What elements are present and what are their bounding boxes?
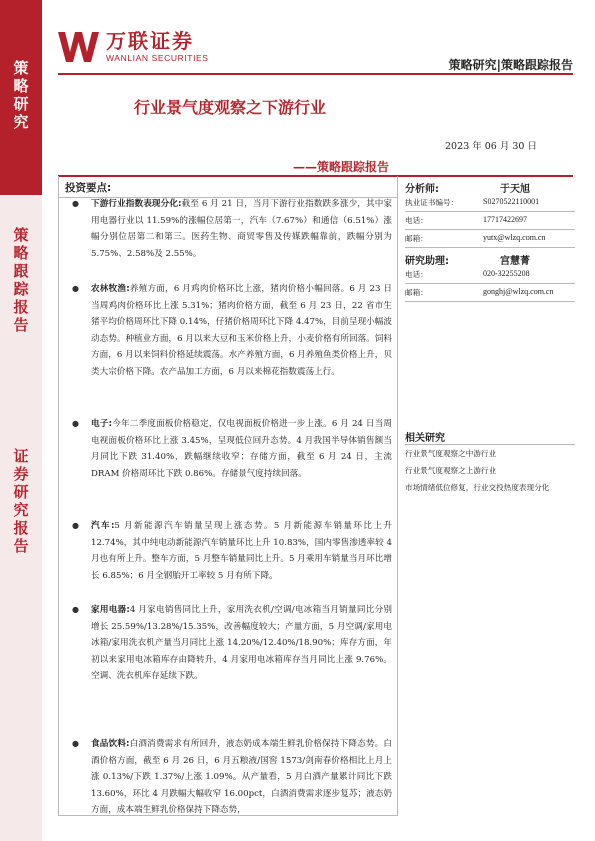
assistant-role: 研究助理:: [405, 256, 449, 267]
summary-heading: 投资要点:: [65, 182, 112, 194]
related-report-link[interactable]: 行业景气度观察之上游行业: [405, 466, 497, 475]
phone-value: 020-32255208: [483, 269, 530, 278]
analyst-email-row: [405, 233, 575, 248]
sidebar-label: 策略跟踪报告: [11, 227, 30, 335]
item-label: 家用电器:: [91, 605, 130, 615]
bullet-icon: ●: [72, 199, 79, 208]
related-divider: [405, 444, 575, 445]
email-value[interactable]: yutx@wlzq.com.cn: [483, 233, 546, 242]
header-divider: [58, 73, 573, 75]
report-category: 策略研究|策略跟踪报告: [448, 58, 573, 72]
analyst-cert-row: [405, 197, 575, 212]
report-title: 行业景气度观察之下游行业: [133, 98, 326, 117]
list-item: [67, 518, 392, 584]
list-item: [67, 196, 392, 262]
related-research-heading: 相关研究: [405, 433, 445, 444]
item-label: 电子:: [91, 419, 113, 429]
item-label: 下游行业指数表现分化:: [91, 199, 182, 209]
phone-label: 电话：: [405, 216, 428, 225]
cert-value: S0270522110001: [483, 197, 540, 206]
analyst-phone-row: [405, 215, 575, 230]
assistant-phone-row: [405, 269, 575, 284]
company-logo: [58, 30, 209, 63]
related-report-link[interactable]: 市场情绪低位修复，行业交投热度表现分化: [405, 483, 550, 492]
item-text: 5 月新能源汽车销量呈现上涨态势。5 月新能源车销量环比上升 12.74%，其中纯电动新能源汽车销量环比上升 10.83%，国内零售渗透率较 4 月也有所上升。整车方面，5 月整车销量同比上升。5 月乘用车销量当月环比增长 6.85%；6 月全钢胎开工率较 5 月有所下降。: [91, 521, 392, 581]
bullet-icon: ●: [72, 605, 79, 614]
email-value[interactable]: gonghj@wlzq.com.cn: [483, 287, 554, 296]
item-text: 截至 6 月 21 日，当月下游行业指数跌多涨少，其中家用电器行业以 11.59%的涨幅位居第一，汽车（7.67%）和通信（6.51%）涨幅分别位居第二和第三。医药生物、商贸零售及传媒跌幅靠前，跌幅分别为 5.75%、2.58%及 2.55%。: [91, 199, 392, 259]
sidebar-section-securities: [0, 410, 42, 841]
analyst-name: 于天旭: [500, 184, 530, 195]
bullet-icon: ●: [72, 521, 79, 530]
item-label: 食品饮料:: [91, 739, 130, 749]
item-label: 农林牧渔:: [91, 284, 130, 294]
analyst-role: 分析师:: [405, 184, 439, 195]
phone-value: 17717422697: [483, 215, 527, 224]
list-item: [67, 281, 392, 381]
logo-name-cn: 万联证券: [106, 29, 194, 53]
bullet-icon: ●: [72, 284, 79, 293]
list-item: [67, 736, 392, 819]
list-item: [67, 602, 392, 685]
sidebar-section-report-type: [0, 195, 42, 410]
cert-label: 执业证书编号：: [405, 198, 459, 207]
item-text: 白酒消费需求有所回升，液态奶成本端生鲜乳价格保持下降态势。白酒价格方面，截至 6 月 26 日，6 月五粮液/国窖 1573/剑南春价格相比上月上涨 0.13%/下跌 1.37%/上涨 1.09%。从产量看，5 月白酒产量累计同比下跌 13.60%，环比 4 月跌幅大幅收窄 16.00pct，白酒消费需求逐步复苏；液态奶方面，成本端生鲜乳价格保持下降态势，: [91, 739, 392, 816]
bullet-icon: ●: [72, 739, 79, 748]
email-label: 邮箱：: [405, 288, 428, 297]
item-text: 养殖方面，6 月鸡肉价格环比上涨，猪肉价格小幅回落。6 月 23 日当周鸡肉价格环比上涨 5.31%；猪肉价格方面，截至 6 月 23 日，22 省市生猪平均价格周环比下降 0.14%，仔猪价格周环比下降 4.47%，目前呈现小幅波动态势。种植业方面，6 月以来大豆和玉米价格上升，小麦价格有所回落。饲料方面，6 月以来饲料价格延续震荡。水产养殖方面，6 月养殖鱼类价格上升，贝类大宗价格下降。农产品加工方面，6 月以来棉花指数震荡上行。: [91, 284, 392, 377]
item-text: 4 月家电销售同比上升，家用洗衣机/空调/电冰箱当月销量同比分别增长 25.59%/13.28%/15.35%，改善幅度较大；产量方面，5 月空调/家用电冰箱/家用洗衣机产量当月同比上涨 14.20%/12.40%/18.90%；库存方面，年初以来家用电冰箱库存由降转升，4 月家用电冰箱库存当月同比上涨 9.76%。空调、洗衣机库存延续下跌。: [91, 605, 392, 682]
related-report-link[interactable]: 行业景气度观察之中游行业: [405, 449, 497, 458]
report-subtitle: ——策略跟踪报告: [293, 160, 390, 174]
bullet-icon: ●: [72, 419, 79, 428]
phone-label: 电话：: [405, 270, 428, 279]
wanlian-logo-icon: [58, 32, 100, 62]
sidebar-label: 证券研究报告: [11, 448, 30, 556]
left-sidebar: [0, 0, 42, 841]
sidebar-label: 策略研究: [11, 60, 30, 132]
email-label: 邮箱：: [405, 234, 428, 243]
report-date: 2023 年 06 月 30 日: [445, 141, 537, 152]
item-label: 汽车:: [91, 521, 115, 531]
assistant-email-row: [405, 287, 575, 302]
investment-summary-panel: [58, 176, 398, 816]
logo-name-en: WANLIAN SECURITIES: [106, 53, 209, 63]
sidebar-section-strategy: [0, 0, 42, 195]
assistant-name: 宫慧菁: [500, 256, 530, 267]
list-item: [67, 416, 392, 482]
item-text: 今年二季度面板价格稳定，仅电视面板价格进一步上涨。6 月 24 日当周电视面板价格环比上涨 3.45%，呈现低位回升态势。4 月我国半导体销售额当月同比下跌 31.40%，跌幅继续收窄；存储方面，截至 6 月 24 日，主流 DRAM 价格周环比下跌 0.86%。存储景气度持续回落。: [91, 419, 392, 479]
